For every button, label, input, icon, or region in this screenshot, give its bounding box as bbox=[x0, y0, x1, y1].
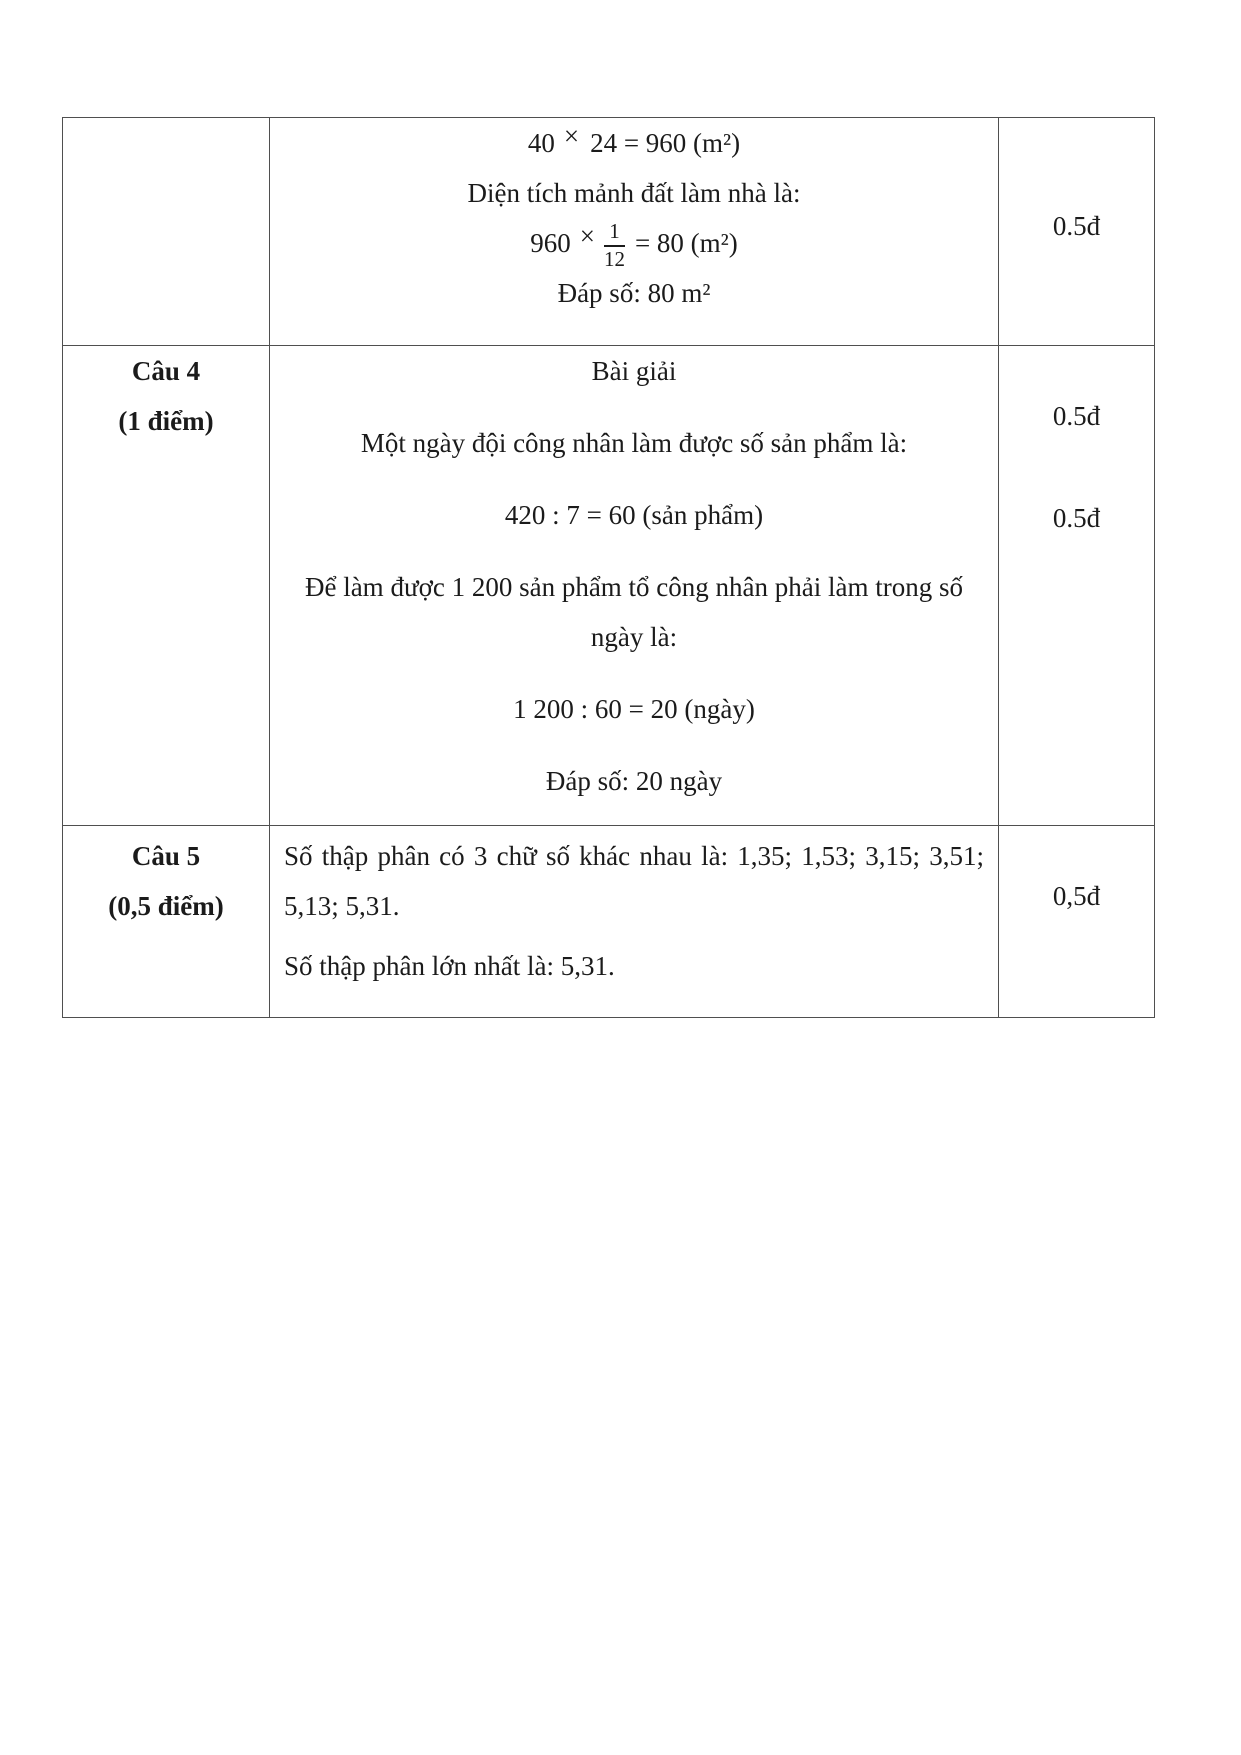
answer-line: Đáp số: 80 m² bbox=[557, 278, 711, 308]
fraction bbox=[604, 221, 625, 270]
q4-solution-cell bbox=[269, 346, 998, 825]
answer-key-table bbox=[62, 117, 1155, 1018]
q4-score-cell bbox=[998, 346, 1154, 825]
equation-rhs: = 80 (m²) bbox=[634, 228, 738, 258]
multiply-sign: × bbox=[563, 121, 580, 151]
q3-score-cell bbox=[998, 118, 1154, 345]
solution-text-paragraph: Để làm được 1 200 sản phẩm tổ công nhân phải làm trong số ngày là: bbox=[304, 572, 964, 652]
solution-text-line: Diện tích mảnh đất làm nhà là: bbox=[467, 178, 801, 208]
question-number: Câu 4 bbox=[131, 356, 201, 386]
solution-text-paragraph: Số thập phân có 3 chữ số khác nhau là: 1,35; 1,53; 3,15; 3,51; 5,13; 5,31. bbox=[284, 841, 984, 921]
table-row-q5 bbox=[63, 825, 1154, 1017]
multiply-sign: × bbox=[579, 221, 595, 251]
table-row-q3-continued bbox=[63, 118, 1154, 345]
question-number: Câu 5 bbox=[131, 841, 201, 871]
q3-label-cell-empty bbox=[63, 118, 269, 345]
question-points: (1 điểm) bbox=[118, 406, 214, 436]
equation-lhs: 40 bbox=[527, 128, 555, 158]
answer-line: Đáp số: 20 ngày bbox=[545, 766, 723, 796]
q3-solution-cell bbox=[269, 118, 998, 345]
fraction-denominator: 12 bbox=[603, 247, 625, 271]
score-value: 0.5đ bbox=[1052, 211, 1101, 241]
score-value: 0.5đ bbox=[1052, 401, 1101, 431]
score-value: 0,5đ bbox=[1052, 881, 1101, 911]
table-row-q4 bbox=[63, 345, 1154, 825]
q5-label-cell bbox=[63, 826, 269, 1017]
equation-line-with-fraction bbox=[284, 218, 984, 271]
solution-heading: Bài giải bbox=[591, 356, 677, 386]
equation-line: 420 : 7 = 60 (sản phẩm) bbox=[504, 500, 764, 530]
answer-line: Số thập phân lớn nhất là: 5,31. bbox=[284, 951, 615, 981]
score-value: 0.5đ bbox=[1052, 503, 1101, 533]
equation-lhs: 960 bbox=[530, 228, 571, 258]
fraction-numerator: 1 bbox=[604, 221, 625, 247]
q5-score-cell bbox=[998, 826, 1154, 1017]
solution-text-line: Một ngày đội công nhân làm được số sản phẩm là: bbox=[360, 428, 908, 458]
q5-solution-cell bbox=[269, 826, 998, 1017]
equation-rhs: 24 = 960 (m²) bbox=[590, 128, 741, 158]
q4-label-cell bbox=[63, 346, 269, 825]
equation-line: 1 200 : 60 = 20 (ngày) bbox=[513, 694, 755, 724]
question-points: (0,5 điểm) bbox=[108, 891, 224, 921]
equation-line bbox=[284, 118, 984, 168]
